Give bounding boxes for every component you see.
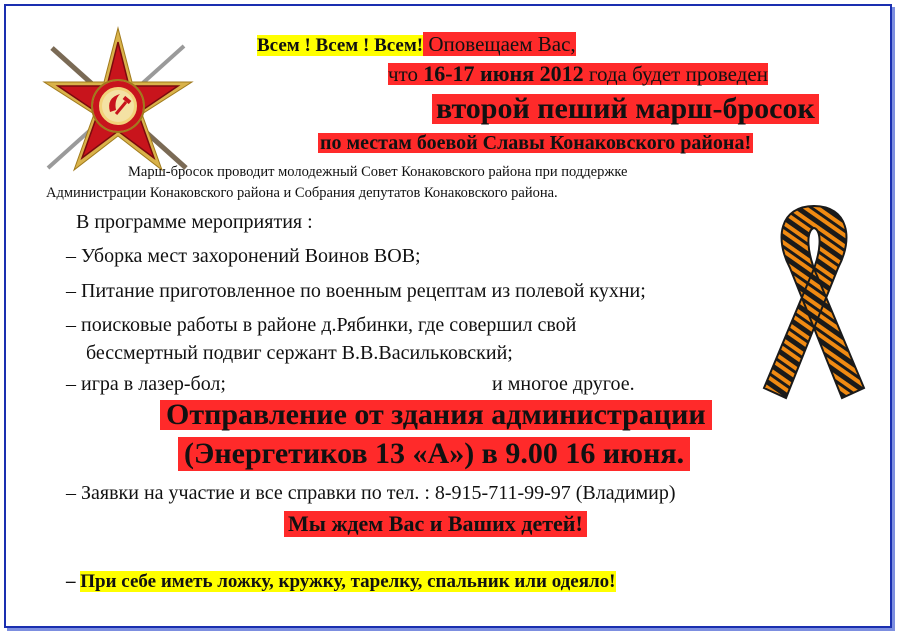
event-dates: 16-17 июня 2012 (423, 61, 584, 86)
heading-line-1 (257, 34, 576, 55)
event-title: второй пеший марш-бросок (432, 94, 819, 124)
waiting-message: Мы ждем Вас и Ваших детей! (284, 511, 587, 537)
notify-text: Оповещаем Вас, (423, 32, 576, 56)
all-call-highlight: Всем ! Всем ! Всем! (257, 35, 424, 56)
line2-pre: что (388, 62, 424, 86)
intro-line-1: Марш-бросок проводит молодежный Совет Конаковского района при поддержке (128, 164, 628, 180)
line2-post: года будет проведен (583, 62, 768, 86)
heading-line-2 (388, 63, 768, 85)
program-item-more: и многое другое. (492, 373, 635, 395)
event-subtitle: по местам боевой Славы Конаковского района! (320, 132, 752, 154)
program-item-4: – игра в лазер-бол; (66, 373, 226, 395)
bring-text: При себе иметь ложку, кружку, тарелку, спальник или одеяло! (80, 571, 616, 592)
bring-note (66, 572, 616, 591)
intro-line-2: Администрации Конаковского района и Собрания депутатов Конаковского района. (46, 185, 558, 201)
program-item-3-cont: бессмертный подвиг сержант В.В.Васильковский; (86, 342, 513, 364)
order-of-patriotic-war-icon (38, 26, 198, 186)
departure-line-2: (Энергетиков 13 «А») в 9.00 16 июня. (178, 437, 690, 471)
program-title: В программе мероприятия : (76, 211, 313, 233)
program-item-1: – Уборка мест захоронений Воинов ВОВ; (66, 245, 421, 267)
program-item-3: – поисковые работы в районе д.Рябинки, где совершил свой (66, 314, 577, 336)
program-item-2: – Питание приготовленное по военным рецептам из полевой кухни; (66, 280, 646, 302)
st-george-ribbon-icon (760, 198, 868, 406)
contact-info: – Заявки на участие и все справки по тел. : 8-915-711-99-97 (Владимир) (66, 482, 676, 504)
bring-dash: – (66, 571, 81, 592)
departure-line-1: Отправление от здания администрации (160, 400, 712, 430)
